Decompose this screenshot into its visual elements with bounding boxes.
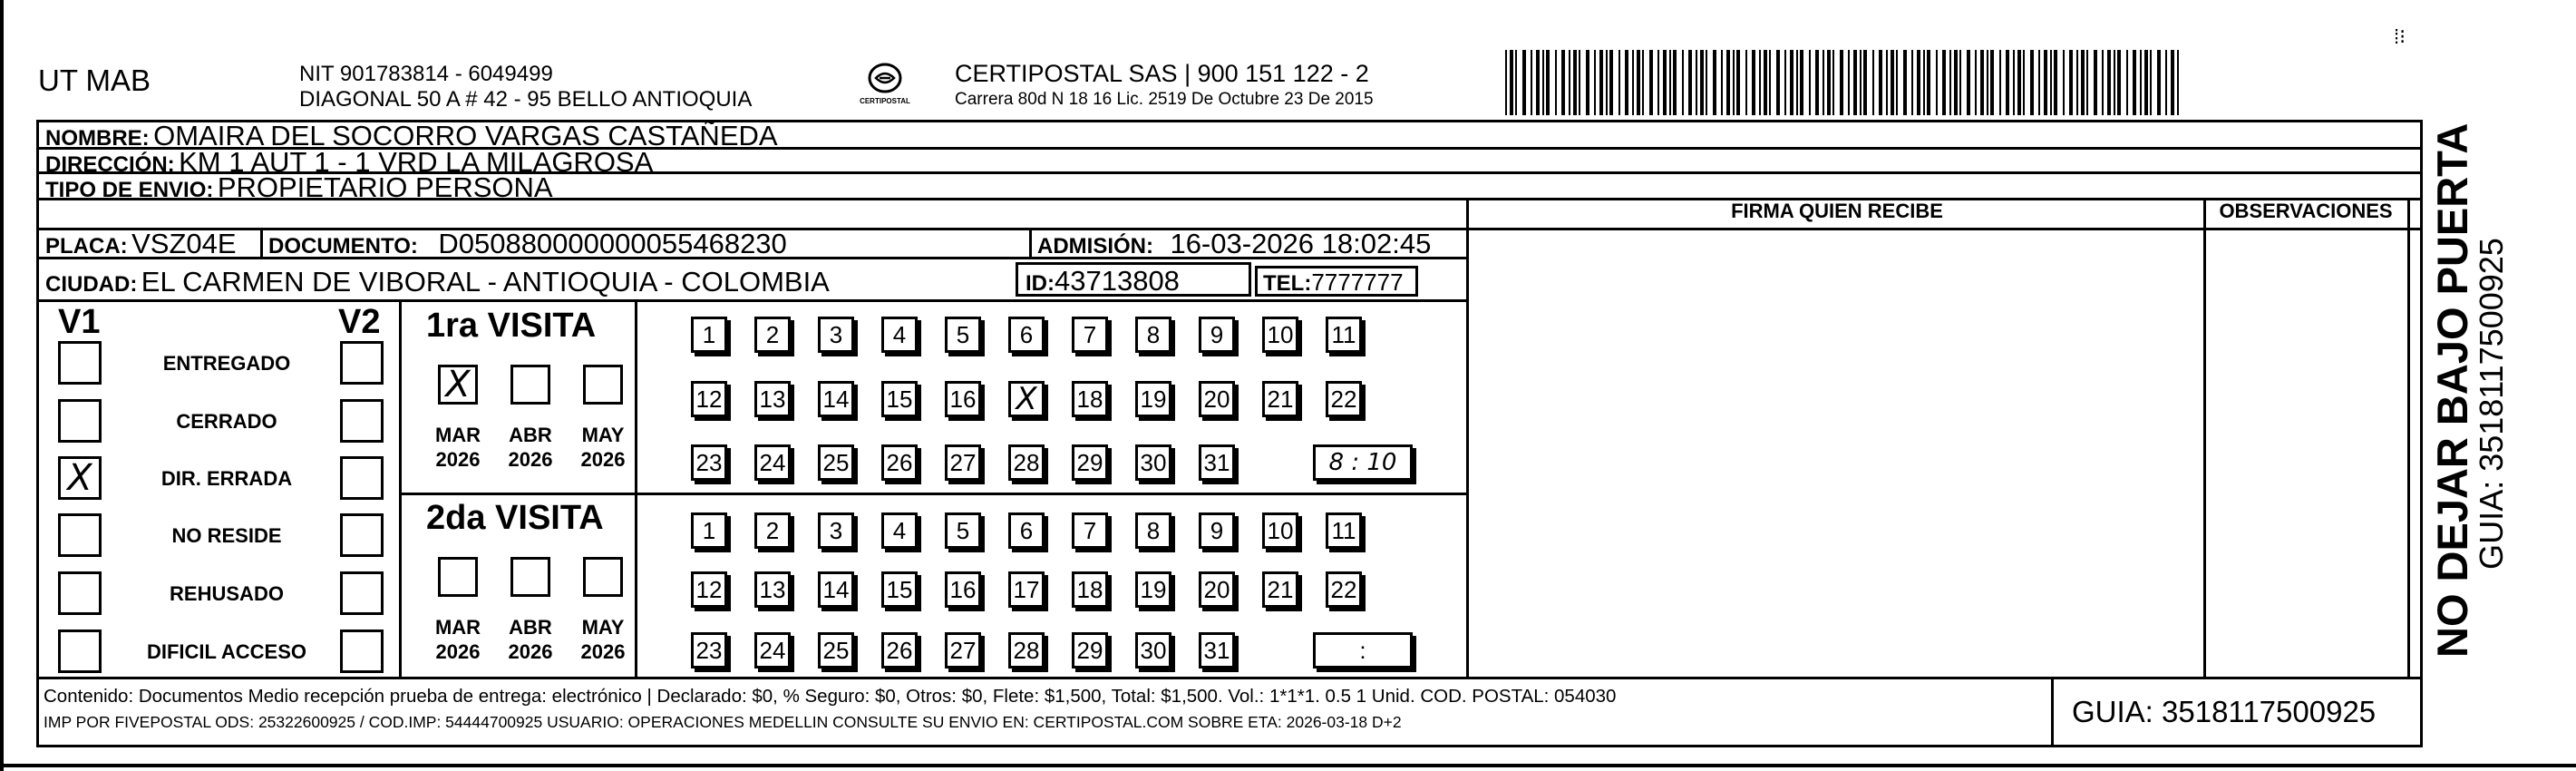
barcode-bar: [1815, 50, 1819, 115]
day-box[interactable]: 23: [691, 632, 727, 669]
ciudad-value: EL CARMEN DE VIBORAL - ANTIOQUIA - COLOMBIA: [141, 266, 830, 298]
barcode-bar: [1776, 50, 1780, 115]
barcode-bar: [1682, 50, 1684, 115]
barcode-bar: [1586, 50, 1589, 115]
day-box[interactable]: 4: [881, 317, 918, 353]
day-box[interactable]: 7: [1072, 512, 1108, 549]
side-warning: [2423, 122, 2523, 662]
barcode-bar: [2094, 50, 2097, 115]
barcode-bar: [1606, 50, 1608, 115]
day-box[interactable]: 13: [754, 381, 791, 417]
barcode-bar: [2044, 50, 2047, 115]
carrier-name: CERTIPOSTAL SAS | 900 151 122 - 2: [955, 60, 1369, 87]
barcode-bar: [1800, 50, 1803, 115]
barcode-bar: [2102, 50, 2104, 115]
barcode-bar: [1911, 50, 1913, 115]
v1-checkbox[interactable]: [58, 571, 102, 615]
month-label: ABR 2026: [508, 424, 553, 471]
v2-checkbox[interactable]: [340, 629, 384, 673]
day-box[interactable]: 16: [945, 381, 981, 417]
day-box[interactable]: [1008, 381, 1045, 417]
day-box[interactable]: 14: [818, 571, 854, 608]
barcode-bar: [2086, 50, 2088, 115]
tipo-row: [45, 171, 553, 204]
v2-checkbox[interactable]: [340, 513, 384, 557]
barcode-bar: [1980, 50, 1984, 115]
day-box[interactable]: 31: [1199, 632, 1235, 669]
barcode-bar: [1975, 50, 1977, 115]
barcode-bar: [1706, 50, 1707, 115]
day-box[interactable]: 22: [1326, 571, 1362, 608]
day-box[interactable]: 3: [818, 317, 854, 353]
barcode-bar: [2038, 50, 2040, 115]
barcode-bar: [2076, 50, 2078, 115]
barcode-bar: [1713, 50, 1716, 115]
barcode-bar: [1990, 50, 1994, 115]
barcode-bar: [1599, 50, 1603, 115]
barcode-bar: [1625, 50, 1628, 115]
day-box[interactable]: 29: [1072, 632, 1108, 669]
carrier-license: Carrera 80d N 18 16 Lic. 2519 De Octubre 23 De 2015: [955, 90, 1374, 109]
admision-label: ADMISIÓN:: [1037, 234, 1153, 259]
v1-checkbox[interactable]: [58, 341, 102, 385]
ciudad-row: [45, 266, 830, 298]
barcode-bar: [1790, 50, 1793, 115]
barcode-bar: [2117, 50, 2121, 115]
month-checkbox[interactable]: [583, 557, 623, 597]
barcode-bar: [1688, 50, 1692, 115]
day-box[interactable]: 1: [691, 512, 727, 549]
barcode-bar: [1827, 50, 1831, 115]
side-warning-text: NO DEJAR BAJO PUERTA: [2428, 122, 2476, 658]
barcode-bar: [1917, 50, 1920, 115]
barcode-bar: [1594, 50, 1596, 115]
day-box[interactable]: 10: [1262, 317, 1298, 353]
day-box[interactable]: 21: [1262, 381, 1298, 417]
day-box[interactable]: 6: [1008, 317, 1045, 353]
v2-checkbox[interactable]: [340, 571, 384, 615]
barcode-bar: [2006, 50, 2009, 115]
barcode-bar: [1853, 50, 1857, 115]
barcode-bar: [1663, 50, 1667, 115]
barcode-bar: [2140, 50, 2142, 115]
barcode-bar: [1632, 50, 1634, 115]
documento-row: [268, 228, 787, 260]
day-box[interactable]: 9: [1199, 512, 1235, 549]
barcode-bar: [1927, 50, 1930, 115]
day-box[interactable]: 4: [881, 512, 918, 549]
barcode-bar: [1561, 50, 1565, 115]
placa-row: [45, 228, 237, 260]
month-label: MAR 2026: [434, 616, 481, 663]
barcode-bar: [2133, 50, 2136, 115]
day-box[interactable]: 3: [818, 512, 854, 549]
status-label: DIFICIL ACCESO: [146, 640, 306, 663]
day-box[interactable]: 13: [754, 571, 791, 608]
carrier-logo: [857, 62, 913, 105]
visit-time-value: 8 : 10: [1328, 449, 1397, 476]
day-box[interactable]: 2: [754, 512, 791, 549]
day-box[interactable]: 24: [754, 444, 791, 481]
barcode-bar: [1879, 50, 1882, 115]
v2-label: V2: [338, 303, 381, 341]
month-checkbox[interactable]: [510, 557, 550, 597]
barcode-bar: [1959, 50, 1961, 115]
barcode-bar: [1573, 50, 1577, 115]
barcode-bar: [1637, 50, 1640, 115]
v1-checkbox[interactable]: [58, 399, 102, 443]
id-label: ID:: [1026, 271, 1055, 296]
barcode-bar: [1949, 50, 1951, 115]
barcode-bar: [1736, 50, 1740, 115]
day-box[interactable]: 30: [1135, 632, 1171, 669]
nombre-value: OMAIRA DEL SOCORRO VARGAS CASTAÑEDA: [153, 120, 778, 151]
company-name: UT MAB: [38, 63, 151, 97]
day-box[interactable]: 18: [1072, 381, 1108, 417]
ciudad-label: CIUDAD:: [45, 272, 138, 297]
barcode-bar: [1649, 50, 1653, 115]
day-box[interactable]: 27: [945, 444, 981, 481]
day-box[interactable]: 28: [1008, 632, 1045, 669]
v1-checkbox[interactable]: [58, 629, 102, 673]
footer-guia: GUIA: 3518117500925: [2072, 695, 2377, 728]
barcode-bar: [1726, 50, 1730, 115]
barcode-bar: [1619, 50, 1620, 115]
admision-row: [1037, 228, 1431, 260]
barcode-bar: [2081, 50, 2085, 115]
check-mark-icon: X: [1016, 381, 1037, 417]
barcode-bar: [1987, 50, 1988, 115]
day-box[interactable]: 31: [1199, 444, 1235, 481]
day-box[interactable]: 29: [1072, 444, 1108, 481]
barcode-bar: [1522, 50, 1526, 115]
barcode-bar: [2150, 50, 2152, 115]
barcode-bar: [1752, 50, 1755, 115]
barcode-bar: [1510, 50, 1513, 115]
tipo-label: TIPO DE ENVIO:: [45, 178, 214, 202]
barcode-bar: [1745, 50, 1747, 115]
tipo-value: PROPIETARIO PERSONA: [217, 171, 553, 203]
barcode-bar: [1872, 50, 1874, 115]
check-mark-icon: X: [67, 457, 92, 499]
day-box[interactable]: 2: [754, 317, 791, 353]
barcode-bar: [1657, 50, 1659, 115]
carrier-logo-text: CERTIPOSTAL: [860, 97, 910, 105]
barcode-bar: [2023, 50, 2025, 115]
v1-checkbox[interactable]: [58, 513, 102, 557]
carrier-logo-icon: [867, 62, 903, 94]
day-box[interactable]: 1: [691, 317, 727, 353]
month-label: ABR 2026: [508, 616, 553, 663]
v2-checkbox[interactable]: [340, 341, 384, 385]
barcode-bar: [1769, 50, 1771, 115]
v2-checkbox[interactable]: [340, 456, 384, 500]
day-box[interactable]: 25: [818, 444, 854, 481]
barcode-bar: [1954, 50, 1958, 115]
day-box[interactable]: 11: [1326, 512, 1362, 549]
barcode-bar: [1609, 50, 1613, 115]
day-box[interactable]: 18: [1072, 571, 1108, 608]
observaciones-label: OBSERVACIONES: [2219, 200, 2393, 222]
barcode-bar: [2144, 50, 2148, 115]
day-box[interactable]: 19: [1135, 381, 1171, 417]
day-box[interactable]: 16: [945, 571, 981, 608]
barcode-bar: [2157, 50, 2161, 115]
barcode-bar: [2050, 50, 2052, 115]
barcode-bar: [1848, 50, 1850, 115]
day-box[interactable]: 7: [1072, 317, 1108, 353]
barcode-bar: [1673, 50, 1677, 115]
barcode-bar: [1759, 50, 1761, 115]
barcode-bar: [2114, 50, 2115, 115]
barcode-bar: [1733, 50, 1735, 115]
v1-checkbox[interactable]: [58, 456, 102, 500]
barcode-bar: [1531, 50, 1532, 115]
direccion-value: KM 1 AUT 1 - 1 VRD LA MILAGROSA: [179, 146, 654, 178]
barcode-bar: [1942, 50, 1946, 115]
day-box[interactable]: 5: [945, 317, 981, 353]
company-nit: NIT 901783814 - 6049499: [299, 62, 553, 86]
id-box: [1016, 262, 1251, 297]
barcode-bar: [1555, 50, 1557, 115]
documento-value: D050880000000055468230: [438, 228, 787, 259]
status-label: NO RESIDE: [171, 524, 282, 547]
barcode-bar: [1579, 50, 1580, 115]
page-left-edge: [0, 0, 4, 771]
day-box[interactable]: 20: [1199, 381, 1235, 417]
placa-value: VSZ04E: [131, 228, 237, 259]
day-box[interactable]: 14: [818, 381, 854, 417]
day-box[interactable]: 8: [1135, 317, 1171, 353]
day-box[interactable]: 21: [1262, 571, 1298, 608]
barcode-bar: [1669, 50, 1671, 115]
barcode-bar: [1896, 50, 1898, 115]
nombre-label: NOMBRE:: [45, 126, 150, 151]
day-box[interactable]: 26: [881, 444, 918, 481]
day-box[interactable]: 5: [945, 512, 981, 549]
barcode-bar: [2126, 50, 2128, 115]
barcode-bar: [1784, 50, 1786, 115]
documento-label: DOCUMENTO:: [268, 234, 418, 259]
barcode: [1505, 50, 2185, 118]
barcode-bar: [1542, 50, 1544, 115]
second-visit-label: 2da VISITA: [426, 499, 604, 537]
day-box[interactable]: 20: [1199, 571, 1235, 608]
day-box[interactable]: 9: [1199, 317, 1235, 353]
barcode-bar: [2017, 50, 2021, 115]
barcode-bar: [1832, 50, 1834, 115]
status-label: CERRADO: [176, 410, 277, 433]
barcode-bar: [2063, 50, 2065, 115]
barcode-bar: [1903, 50, 1907, 115]
day-box[interactable]: 8: [1135, 512, 1171, 549]
barcode-bar: [1891, 50, 1894, 115]
barcode-bar: [1809, 50, 1811, 115]
barcode-bar: [1700, 50, 1704, 115]
day-box[interactable]: 12: [691, 571, 727, 608]
barcode-bar: [1642, 50, 1644, 115]
visit-time-value: :: [1359, 636, 1366, 664]
month-checkbox[interactable]: [438, 557, 478, 597]
company-address: DIAGONAL 50 A # 42 - 95 BELLO ANTIOQUIA: [299, 87, 753, 112]
barcode-bar: [1936, 50, 1938, 115]
tel-box: [1255, 266, 1418, 297]
day-box[interactable]: 22: [1326, 381, 1362, 417]
first-visit-label: 1ra VISITA: [426, 307, 597, 345]
barcode-bar: [1840, 50, 1843, 115]
visit-time-box[interactable]: [1313, 444, 1413, 481]
direccion-label: DIRECCIÓN:: [45, 152, 175, 177]
day-box[interactable]: 15: [881, 571, 918, 608]
barcode-bar: [2013, 50, 2015, 115]
barcode-bar: [1823, 50, 1824, 115]
barcode-bar: [1546, 50, 1550, 115]
barcode-bar: [1923, 50, 1925, 115]
barcode-bar: [2165, 50, 2167, 115]
day-box[interactable]: 28: [1008, 444, 1045, 481]
barcode-bar: [1863, 50, 1867, 115]
month-label: MAY 2026: [580, 424, 626, 471]
month-checkbox[interactable]: [510, 365, 550, 405]
day-box[interactable]: 23: [691, 444, 727, 481]
barcode-bar: [2030, 50, 2034, 115]
corner-mark: ⁞⁝: [2394, 25, 2406, 48]
check-mark-icon: X: [445, 364, 471, 405]
barcode-bar: [1505, 50, 1507, 115]
barcode-bar: [1860, 50, 1862, 115]
id-value: 43713808: [1055, 265, 1180, 297]
barcode-bar: [2054, 50, 2057, 115]
day-box[interactable]: 30: [1135, 444, 1171, 481]
v1-label: V1: [58, 303, 101, 341]
day-box[interactable]: 15: [881, 381, 918, 417]
month-label: MAR 2026: [434, 424, 481, 471]
day-box[interactable]: 27: [945, 632, 981, 669]
barcode-bar: [1796, 50, 1798, 115]
barcode-bar: [1696, 50, 1697, 115]
footer-content: Contenido: Documentos Medio recepción prueba de entrega: electrónico | Declarado: $0, % Seguro: $0, Otros: $0, Flete: $1,500, Total: $1,500. Vol.: 1*1*1. 0.5 1 Unid. COD. POSTAL: 054030: [44, 686, 1617, 707]
day-box[interactable]: 25: [818, 632, 854, 669]
day-box[interactable]: 10: [1262, 512, 1298, 549]
barcode-bar: [2177, 50, 2179, 115]
day-box[interactable]: 24: [754, 632, 791, 669]
barcode-bar: [1999, 50, 2001, 115]
barcode-bar: [1569, 50, 1570, 115]
v2-checkbox[interactable]: [340, 399, 384, 443]
barcode-bar: [1886, 50, 1888, 115]
status-label: DIR. ERRADA: [160, 467, 293, 490]
placa-label: PLACA:: [45, 234, 128, 259]
page-bottom-edge: [0, 764, 2576, 767]
barcode-bar: [2107, 50, 2111, 115]
month-checkbox[interactable]: [438, 365, 478, 405]
barcode-bar: [2171, 50, 2174, 115]
tel-label: TEL:: [1263, 271, 1312, 296]
admision-value: 16-03-2026 18:02:45: [1170, 228, 1432, 259]
barcode-bar: [1721, 50, 1723, 115]
side-guia-text: GUIA: 3518117500925: [2473, 238, 2510, 570]
day-box[interactable]: 12: [691, 381, 727, 417]
barcode-bar: [2069, 50, 2073, 115]
day-box[interactable]: 6: [1008, 512, 1045, 549]
day-box[interactable]: 17: [1008, 571, 1045, 608]
barcode-bar: [1515, 50, 1517, 115]
visit-time-box[interactable]: [1313, 632, 1413, 669]
footer-imp: IMP POR FIVEPOSTAL ODS: 25322600925 / COD.IMP: 54444700925 USUARIO: OPERACIONES MEDELLIN CONSULTE SU ENVIO EN: CERTIPOSTAL.COM SOBRE ETA: 2026-03-18 D+2: [44, 713, 1402, 731]
firma-label: FIRMA QUIEN RECIBE: [1731, 200, 1943, 222]
barcode-bar: [1764, 50, 1767, 115]
status-label: REHUSADO: [170, 582, 284, 605]
day-box[interactable]: 19: [1135, 571, 1171, 608]
barcode-bar: [1967, 50, 1970, 115]
month-label: MAY 2026: [580, 616, 626, 663]
tel-value: 7777777: [1311, 268, 1404, 296]
day-box[interactable]: 26: [881, 632, 918, 669]
day-box[interactable]: 11: [1326, 317, 1362, 353]
barcode-bar: [1536, 50, 1540, 115]
month-checkbox[interactable]: [583, 365, 623, 405]
status-label: ENTREGADO: [162, 352, 291, 375]
